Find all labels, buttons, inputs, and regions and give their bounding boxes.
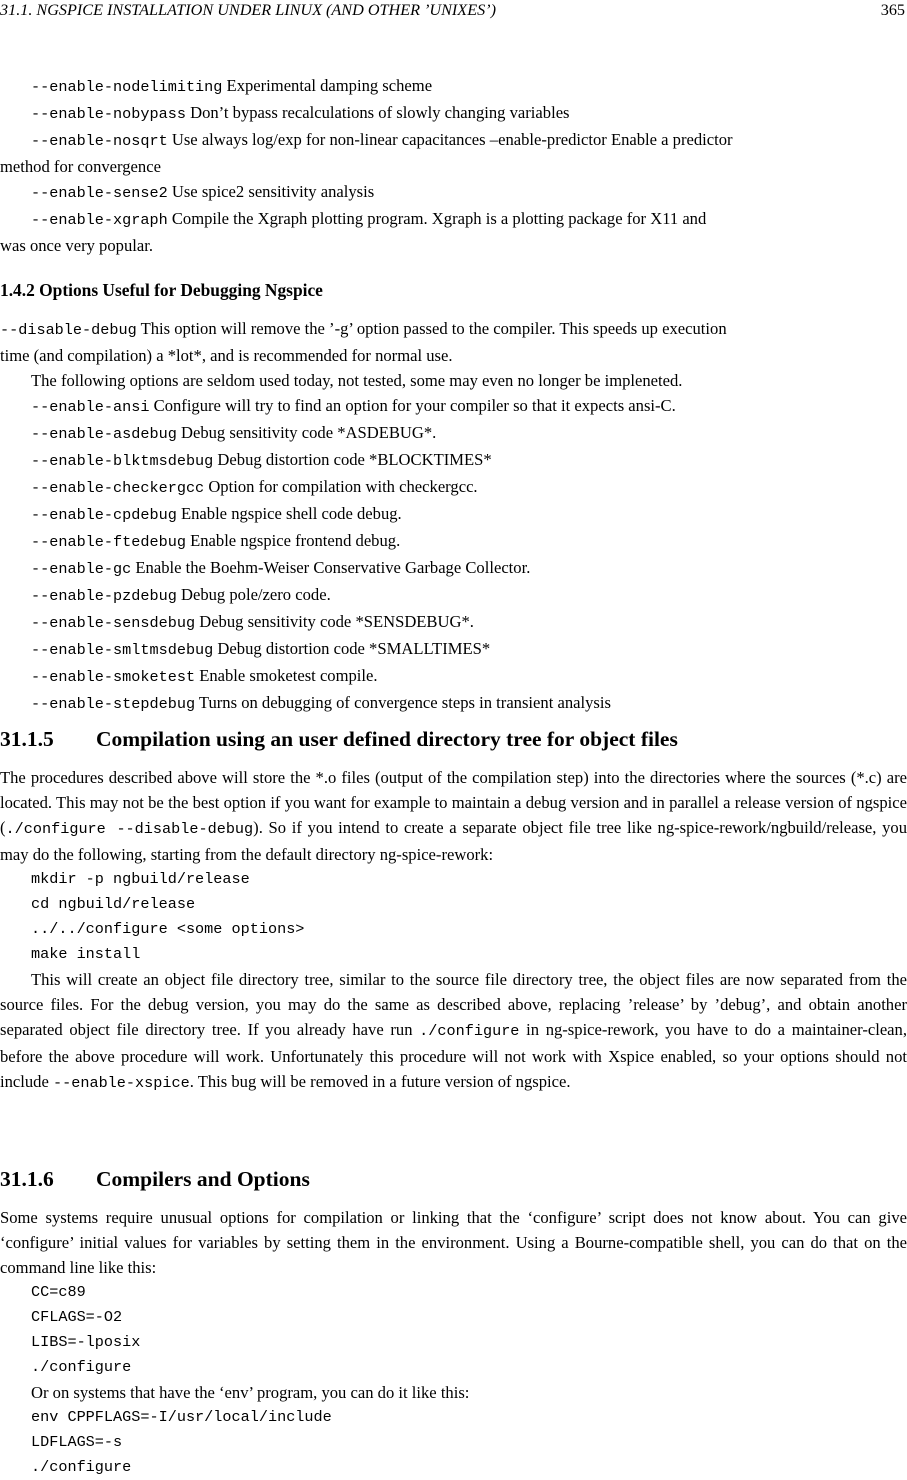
option-continuation: method for convergence: [0, 157, 161, 176]
option-description: Enable ngspice shell code debug.: [176, 504, 402, 523]
option-description: Debug sensitivity code *SENSDEBUG*.: [195, 612, 474, 631]
option-description: Debug distortion code *SMALLTIMES*: [213, 639, 491, 658]
option-flag: --enable-stepdebug: [31, 695, 196, 713]
option-flag: --enable-gc: [31, 560, 132, 578]
option-line: --enable-nosqrt Use always log/exp for non-linear capacitances –enable-predictor Enable a predictor: [31, 130, 733, 150]
code-block: [0, 867, 907, 967]
option-flag: --enable-cpdebug: [31, 506, 177, 524]
code-block: [0, 1405, 907, 1480]
code-line: ./configure: [31, 1358, 132, 1376]
debug-option-line: [0, 636, 907, 663]
option-description: Enable smoketest compile.: [195, 666, 378, 685]
code-line: ../../configure <some options>: [31, 920, 305, 938]
debug-option-list: [0, 393, 907, 717]
section-31-1-5-body: [0, 765, 907, 1096]
option-description: Enable ngspice frontend debug.: [185, 531, 401, 550]
paragraph: This will create an object file directory tree, similar to the source file directory tree, the object files are now separated from the source files. For the debug version, you may do the same as described above, replacing ’release’ by ’debug’, and obtain another separated object file directory tree. If you already have run ./configure in ng-spice-rework, you have to do a maintainer-clean, before the above procedure will work. Unfortunately this procedure will not work with Xspice enabled, so your options should not include --enable-xspice. This bug will be removed in a future version of ngspice.: [0, 970, 907, 1092]
code-line: cd ngbuild/release: [31, 895, 196, 913]
option-line: --enable-xgraph Compile the Xgraph plotting program. Xgraph is a plotting package for X11 and: [31, 209, 707, 229]
debug-option-line: [0, 420, 907, 447]
code-line: make install: [31, 945, 141, 963]
option-flag: --enable-smoketest: [31, 668, 196, 686]
option-description: Turns on debugging of convergence steps in transient analysis: [195, 693, 611, 712]
code-line: mkdir -p ngbuild/release: [31, 870, 250, 888]
debug-option-line: [0, 555, 907, 582]
top-options: [0, 73, 907, 258]
option-flag: --enable-ftedebug: [31, 533, 186, 551]
debug-option-line: [0, 663, 907, 690]
debug-option-line: [0, 690, 907, 717]
code-line: ./configure: [31, 1458, 132, 1476]
section-31-1-6-body: [0, 1205, 907, 1480]
code-line: LIBS=-lposix: [31, 1333, 141, 1351]
option-flag: --enable-ansi: [31, 398, 150, 416]
debug-option-line: [0, 528, 907, 555]
option-line: --enable-nodelimiting Experimental damping scheme: [31, 76, 433, 96]
option-line: --enable-nobypass Don’t bypass recalculations of slowly changing variables: [31, 103, 570, 123]
option-flag: --enable-asdebug: [31, 425, 177, 443]
section-31-1-5: [0, 725, 907, 753]
code-line: CC=c89: [31, 1283, 86, 1301]
debug-intro: The following options are seldom used today, not tested, some may even no longer be impleneted.: [31, 371, 683, 390]
option-flag: --enable-checkergcc: [31, 479, 205, 497]
option-description: Option for compilation with checkergcc.: [204, 477, 478, 496]
debug-option-line: [0, 501, 907, 528]
debug-option-line: [0, 609, 907, 636]
option-description: Debug sensitivity code *ASDEBUG*.: [176, 423, 437, 442]
option-description: Enable the Boehm-Weiser Conservative Garbage Collector.: [131, 558, 531, 577]
paragraph: The procedures described above will store the *.o files (output of the compilation step) into the directories where the sources (*.c) are located. This may not be the best option if you want for example to maintain a debug version and in parallel a release version of ngspice (./configure --disable-debug). So if you intend to create a separate object file tree like ng-spice-rework/ngbuild/release, you may do the following, starting from the default directory ng-spice-rework:: [0, 768, 907, 864]
option-description: Debug pole/zero code.: [176, 585, 331, 604]
code-block: [0, 1280, 907, 1380]
debug-option-line: [0, 582, 907, 609]
paragraph: Or on systems that have the ‘env’ program, you can do it like this:: [31, 1383, 470, 1402]
debug-options: [0, 316, 907, 717]
paragraph: Some systems require unusual options for compilation or linking that the ‘configure’ script does not know about. You can give ‘configure’ initial values for variables by setting them in the environment. Using a Bourne-compatible shell, you can do that on the command line like this:: [0, 1208, 907, 1277]
section-31-1-6: [0, 1165, 907, 1193]
disable-debug-line: --disable-debug This option will remove the ’-g’ option passed to the compiler. This speeds up execution: [0, 319, 727, 339]
option-flag: --enable-sensdebug: [31, 614, 196, 632]
disable-debug-continuation: time (and compilation) a *lot*, and is recommended for normal use.: [0, 346, 453, 365]
section-heading: 31.1.5 Compilation using an user defined directory tree for object files: [0, 727, 678, 751]
debug-option-line: [0, 474, 907, 501]
section-1-4-2: [0, 278, 907, 303]
option-line: --enable-sense2 Use spice2 sensitivity analysis: [31, 182, 375, 202]
option-flag: --enable-smltmsdebug: [31, 641, 214, 659]
code-line: LDFLAGS=-s: [31, 1433, 123, 1451]
option-flag: --enable-blktmsdebug: [31, 452, 214, 470]
option-description: Configure will try to find an option for your compiler so that it expects ansi-C.: [149, 396, 676, 415]
page-header: [0, 0, 907, 22]
code-line: env CPPFLAGS=-I/usr/local/include: [31, 1408, 332, 1426]
code-line: CFLAGS=-O2: [31, 1308, 123, 1326]
subsection-title: 1.4.2 Options Useful for Debugging Ngspice: [0, 280, 323, 300]
section-heading: 31.1.6 Compilers and Options: [0, 1167, 310, 1191]
option-flag: --enable-pzdebug: [31, 587, 177, 605]
option-description: Debug distortion code *BLOCKTIMES*: [213, 450, 492, 469]
debug-option-line: [0, 447, 907, 474]
running-title: 31.1. NGSPICE INSTALLATION UNDER LINUX (AND OTHER ’UNIXES’): [0, 1, 496, 19]
debug-option-line: [0, 393, 907, 420]
page-number: 365: [880, 1, 905, 19]
option-continuation: was once very popular.: [0, 236, 153, 255]
